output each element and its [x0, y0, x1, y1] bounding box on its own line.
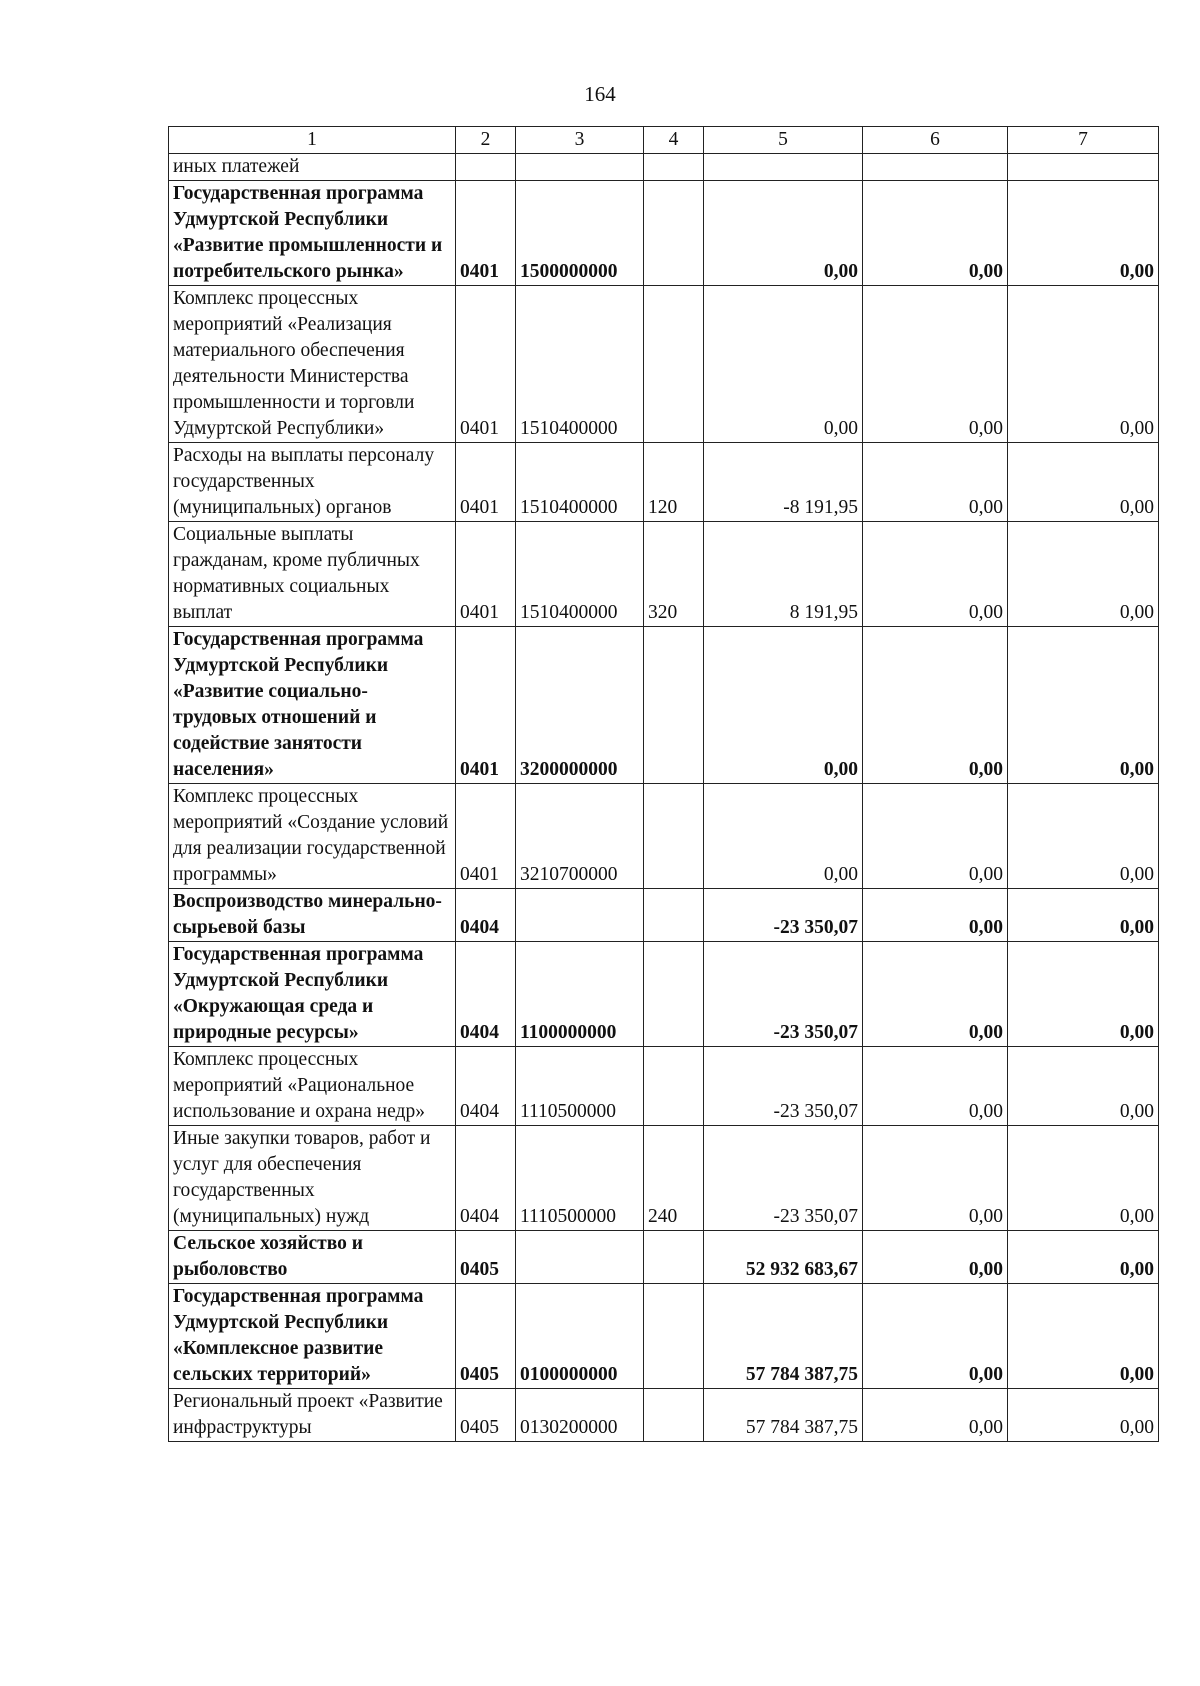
cell-amount-5: 52 932 683,67 — [704, 1231, 863, 1284]
table-row — [169, 889, 1159, 942]
cell-name: Расходы на выплаты персоналу государственных (муниципальных) органов — [169, 443, 456, 522]
cell-name: Комплекс процессных мероприятий «Реализация материального обеспечения деятельности Министерства промышленности и торговли Удмуртской Республики» — [169, 286, 456, 443]
cell-amount-6: 0,00 — [863, 1047, 1008, 1126]
table-row — [169, 627, 1159, 784]
cell-amount-7: 0,00 — [1008, 1047, 1159, 1126]
cell-name: Государственная программа Удмуртской Республики «Окружающая среда и природные ресурсы» — [169, 942, 456, 1047]
table-row — [169, 154, 1159, 181]
cell-expense-type — [644, 286, 704, 443]
cell-amount-6: 0,00 — [863, 1389, 1008, 1442]
cell-section-code: 0401 — [456, 522, 516, 627]
cell-amount-5: 57 784 387,75 — [704, 1284, 863, 1389]
cell-name: Сельское хозяйство и рыболовство — [169, 1231, 456, 1284]
cell-section-code: 0401 — [456, 443, 516, 522]
table-row — [169, 784, 1159, 889]
cell-expense-type — [644, 1284, 704, 1389]
table-row — [169, 1047, 1159, 1126]
cell-amount-7: 0,00 — [1008, 1126, 1159, 1231]
cell-amount-7: 0,00 — [1008, 889, 1159, 942]
cell-expense-type — [644, 942, 704, 1047]
cell-amount-7: 0,00 — [1008, 181, 1159, 286]
table-row — [169, 286, 1159, 443]
cell-expense-type — [644, 1231, 704, 1284]
cell-target-article: 0130200000 — [516, 1389, 644, 1442]
cell-amount-5: 8 191,95 — [704, 522, 863, 627]
cell-target-article: 1110500000 — [516, 1126, 644, 1231]
cell-expense-type — [644, 1389, 704, 1442]
budget-table — [168, 126, 1159, 1442]
cell-amount-7: 0,00 — [1008, 1284, 1159, 1389]
cell-section-code: 0404 — [456, 1126, 516, 1231]
cell-amount-5: 0,00 — [704, 784, 863, 889]
cell-target-article: 1510400000 — [516, 286, 644, 443]
cell-amount-7: 0,00 — [1008, 1231, 1159, 1284]
cell-expense-type: 240 — [644, 1126, 704, 1231]
cell-amount-6: 0,00 — [863, 443, 1008, 522]
cell-name: Государственная программа Удмуртской Республики «Развитие промышленности и потребительского рынка» — [169, 181, 456, 286]
cell-amount-5: 0,00 — [704, 181, 863, 286]
cell-amount-5: -23 350,07 — [704, 1047, 863, 1126]
cell-amount-6: 0,00 — [863, 1231, 1008, 1284]
cell-name: иных платежей — [169, 154, 456, 181]
page-number: 164 — [584, 82, 616, 106]
cell-amount-5: -23 350,07 — [704, 889, 863, 942]
cell-expense-type — [644, 889, 704, 942]
cell-target-article — [516, 1231, 644, 1284]
cell-name: Комплекс процессных мероприятий «Создание условий для реализации государственной программы» — [169, 784, 456, 889]
table-row — [169, 1126, 1159, 1231]
cell-expense-type: 120 — [644, 443, 704, 522]
cell-amount-6: 0,00 — [863, 784, 1008, 889]
cell-target-article: 1100000000 — [516, 942, 644, 1047]
header-col-7: 7 — [1008, 127, 1159, 154]
cell-amount-6: 0,00 — [863, 942, 1008, 1047]
table-row — [169, 443, 1159, 522]
cell-section-code: 0401 — [456, 181, 516, 286]
cell-amount-6: 0,00 — [863, 1126, 1008, 1231]
cell-target-article: 3210700000 — [516, 784, 644, 889]
cell-section-code: 0405 — [456, 1231, 516, 1284]
cell-amount-6: 0,00 — [863, 1284, 1008, 1389]
header-col-3: 3 — [516, 127, 644, 154]
cell-section-code — [456, 154, 516, 181]
cell-amount-7: 0,00 — [1008, 522, 1159, 627]
cell-amount-6: 0,00 — [863, 286, 1008, 443]
cell-target-article: 3200000000 — [516, 627, 644, 784]
cell-target-article: 1510400000 — [516, 443, 644, 522]
cell-section-code: 0401 — [456, 627, 516, 784]
header-col-1: 1 — [169, 127, 456, 154]
cell-section-code: 0404 — [456, 942, 516, 1047]
cell-name: Воспроизводство минерально-сырьевой базы — [169, 889, 456, 942]
cell-amount-5: -8 191,95 — [704, 443, 863, 522]
cell-expense-type — [644, 1047, 704, 1126]
cell-amount-7: 0,00 — [1008, 1389, 1159, 1442]
cell-target-article: 0100000000 — [516, 1284, 644, 1389]
cell-amount-7: 0,00 — [1008, 286, 1159, 443]
cell-name: Региональный проект «Развитие инфраструктуры — [169, 1389, 456, 1442]
cell-amount-7: 0,00 — [1008, 627, 1159, 784]
cell-amount-5: 57 784 387,75 — [704, 1389, 863, 1442]
cell-name: Государственная программа Удмуртской Республики «Развитие социально-трудовых отношений и содействие занятости населения» — [169, 627, 456, 784]
cell-amount-7 — [1008, 154, 1159, 181]
cell-expense-type — [644, 154, 704, 181]
cell-amount-6: 0,00 — [863, 522, 1008, 627]
cell-target-article — [516, 889, 644, 942]
table-row — [169, 942, 1159, 1047]
cell-amount-6: 0,00 — [863, 627, 1008, 784]
cell-section-code: 0404 — [456, 1047, 516, 1126]
header-col-4: 4 — [644, 127, 704, 154]
table-row — [169, 1284, 1159, 1389]
header-col-2: 2 — [456, 127, 516, 154]
cell-section-code: 0401 — [456, 784, 516, 889]
table-row — [169, 522, 1159, 627]
cell-section-code: 0404 — [456, 889, 516, 942]
cell-amount-6 — [863, 154, 1008, 181]
cell-section-code: 0405 — [456, 1284, 516, 1389]
header-col-5: 5 — [704, 127, 863, 154]
cell-amount-5: -23 350,07 — [704, 942, 863, 1047]
cell-amount-5: 0,00 — [704, 627, 863, 784]
cell-expense-type: 320 — [644, 522, 704, 627]
cell-section-code: 0401 — [456, 286, 516, 443]
cell-expense-type — [644, 627, 704, 784]
table-row — [169, 181, 1159, 286]
cell-name: Иные закупки товаров, работ и услуг для обеспечения государственных (муниципальных) нужд — [169, 1126, 456, 1231]
cell-section-code: 0405 — [456, 1389, 516, 1442]
cell-expense-type — [644, 784, 704, 889]
cell-expense-type — [644, 181, 704, 286]
cell-amount-7: 0,00 — [1008, 784, 1159, 889]
header-col-6: 6 — [863, 127, 1008, 154]
cell-amount-5 — [704, 154, 863, 181]
cell-amount-5: -23 350,07 — [704, 1126, 863, 1231]
cell-amount-6: 0,00 — [863, 889, 1008, 942]
cell-target-article: 1110500000 — [516, 1047, 644, 1126]
cell-amount-6: 0,00 — [863, 181, 1008, 286]
cell-target-article: 1500000000 — [516, 181, 644, 286]
cell-name: Государственная программа Удмуртской Республики «Комплексное развитие сельских территорий» — [169, 1284, 456, 1389]
cell-target-article: 1510400000 — [516, 522, 644, 627]
cell-amount-7: 0,00 — [1008, 443, 1159, 522]
cell-amount-7: 0,00 — [1008, 942, 1159, 1047]
table-header-row — [169, 127, 1159, 154]
cell-target-article — [516, 154, 644, 181]
table-row — [169, 1389, 1159, 1442]
cell-amount-5: 0,00 — [704, 286, 863, 443]
cell-name: Комплекс процессных мероприятий «Рациональное использование и охрана недр» — [169, 1047, 456, 1126]
table-row — [169, 1231, 1159, 1284]
cell-name: Социальные выплаты гражданам, кроме публичных нормативных социальных выплат — [169, 522, 456, 627]
